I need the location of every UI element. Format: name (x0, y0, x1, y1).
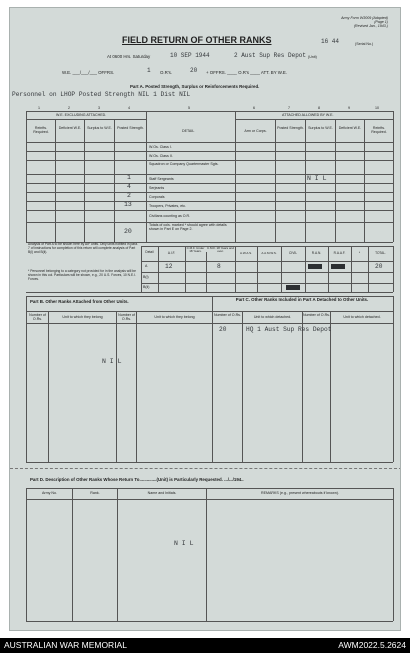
analysis-row-label: B(ii) (143, 285, 150, 289)
analysis-total: 20 (375, 263, 383, 270)
detail-row: Squadron or Company Quartermaster Sgts. (149, 162, 219, 166)
col-number: 2 (68, 106, 70, 110)
posted-value: 4 (127, 183, 131, 190)
col-number: 4 (128, 106, 130, 110)
ors-typed: 20 (190, 67, 198, 74)
col-head: Reinfts. Required. (371, 126, 387, 135)
group-right-label: ATTACHED ALLOWED BY W.E. (282, 113, 334, 117)
detail-row: Staff Sergeants (149, 177, 174, 181)
analysis-col: C.M.F. Under 18 Years. (186, 246, 205, 254)
analysis-col: A.I.F. (167, 251, 176, 255)
col-head: Deficient W.E. (338, 126, 362, 130)
analysis-col: A.A.M.W.S. (261, 251, 277, 255)
part-b-typed: N I L (102, 358, 122, 365)
part-a-typed-line: Personnel on LHOP Posted Strength NIL 1 Dist NIL (12, 91, 191, 98)
footer-right: AWM2022.5.2624 (338, 640, 406, 650)
redaction-mark (331, 264, 345, 269)
analysis-row-label: B(i) (143, 275, 149, 279)
part-d-heading: Part D. Description of Other Ranks Whose Return To..............(Unit) is Particularly Requested. .../.../194.. (30, 477, 244, 482)
form-title: FIELD RETURN OF OTHER RANKS (122, 35, 272, 45)
part-d-col: Rank. (90, 491, 100, 495)
col-number: 10 (375, 106, 379, 110)
analysis-aif: 12 (165, 263, 173, 270)
posted-value: 13 (124, 201, 132, 208)
ors-label: O.R's. (160, 70, 173, 75)
detail-row: Civilians counting as O.R. (149, 214, 191, 218)
col-number: 5 (188, 106, 190, 110)
part-c-heading: Part C. Other Ranks Included in Part A Detached to Other Units. (235, 297, 369, 302)
posted-value: 1 (127, 174, 131, 181)
form-sheet (9, 7, 401, 631)
part-b-col: Unit to which they belong (62, 315, 103, 319)
detail-label: DETAIL (182, 129, 195, 133)
we-line-rest: + OFFRS. ____ O.R's ____ ATT. BY W.E. (206, 70, 288, 75)
group-left-label: W.E. EXCLUDING ATTACHED. (56, 113, 107, 117)
part-c-col: Number of O.Rs. (303, 313, 330, 317)
col-head: Deficient W.E. (58, 126, 82, 130)
col-head: Posted Strength. (117, 126, 144, 130)
analysis-note: * Personnel belonging to a category not provided for in the analysis will be shown in this col. Particulars will be shown, e.g., 20 U.S. Forces, 10 N.E.I. Forces. (28, 269, 136, 281)
col-number: 6 (253, 106, 255, 110)
analysis-col: TOTAL. (375, 251, 386, 255)
col-number: 3 (98, 106, 100, 110)
col-head: Surplus to W.E. (87, 126, 112, 130)
we-line: W.E. ___/___/___ OFFRS. (62, 70, 115, 75)
analysis-col: * (358, 251, 361, 255)
col-head: Reinfts. Required. (33, 126, 49, 135)
form-id-line: (Revised Jan., 1943.) (353, 24, 388, 29)
detail-row: Serjeants (149, 186, 165, 190)
footer-left: AUSTRALIAN WAR MEMORIAL (4, 640, 127, 650)
form-id-line: (Page 1) (374, 20, 388, 25)
col-head: Posted Strength. (277, 126, 304, 130)
part-d-col: REMARKS (e.g., present whereabouts if known). (261, 491, 339, 495)
posted-value: 20 (124, 228, 132, 235)
footer-bar (0, 638, 410, 653)
unit-label: (Unit) (308, 55, 317, 59)
analysis-over18: 8 (217, 263, 221, 270)
analysis-row-label: A (145, 264, 148, 268)
offrs-typed: 1 (147, 67, 151, 74)
analysis-col: CIVIL (289, 251, 297, 255)
serial-typed: 16 44 (321, 38, 340, 45)
analysis-col: C.M.F. 18 Years and over. (206, 246, 235, 254)
part-d-col: Name and Initials. (147, 491, 177, 495)
col-number: 8 (318, 106, 320, 110)
analysis-note: Analysis of Part A to be shown here by AIF units. Only units notified in para. 7 of instructions for completion of this return will complete analysis of Part B(i) and B(ii). (28, 242, 138, 254)
col-number: 9 (348, 106, 350, 110)
part-c-col: Number of O.Rs. (214, 313, 241, 317)
detail-row: W.Os. Class II. (149, 154, 173, 158)
date-typed: 10 SEP 1944 (170, 52, 210, 59)
col-number: 1 (38, 106, 40, 110)
part-b-col: Unit to which they belong (154, 315, 195, 319)
part-c-typed-num: 20 (219, 326, 227, 333)
part-b-col: Number of O.Rs. (29, 313, 46, 322)
part-c-col: Unit to which detached. (253, 315, 292, 319)
detail-row: W.Os. Class I. (149, 145, 172, 149)
part-c-typed-unit: HQ 1 Aust Sup Res Depot (246, 326, 332, 333)
col-head: Arm or Corps. (244, 129, 267, 133)
detail-row: Totals of cols. marked * should agree with details shown in Part E on Page 2. (149, 223, 227, 232)
part-d-typed: N I L (174, 540, 194, 547)
part-b-col: Number of O.Rs. (118, 313, 135, 322)
analysis-col: A.W.A.S. (239, 251, 252, 255)
redaction-mark (286, 285, 300, 290)
attached-typed: N I L (307, 175, 327, 182)
serial-label: (Serial No.) (355, 42, 374, 46)
col-head: Surplus to W.E. (308, 126, 333, 130)
detail-row: Corporals (149, 195, 165, 199)
redaction-mark (308, 264, 322, 269)
detail-row: Troopers, Privates, etc. (149, 204, 187, 208)
form-id-line: Army Form W3009 (Adapted) (341, 16, 388, 20)
part-a-heading: Part A. Posted Strength, Surplus or Reinforcements Required. (130, 84, 260, 89)
unit-typed: 2 Aust Sup Res Depot (234, 52, 307, 59)
date-line-prefix: At 0600 Hrs. Saturday (107, 54, 151, 59)
posted-value: 2 (127, 192, 131, 199)
part-b-heading: Part B. Other Ranks Attached from Other Units. (30, 299, 129, 304)
part-c-col: Unit to which detached. (343, 315, 381, 319)
analysis-col: R.A.N. (311, 251, 322, 255)
part-d-col: Army No. (42, 491, 57, 495)
analysis-col: Detail (145, 250, 154, 254)
col-number: 7 (288, 106, 290, 110)
form-id (341, 16, 388, 28)
analysis-col: R.A.A.F. (333, 251, 346, 255)
